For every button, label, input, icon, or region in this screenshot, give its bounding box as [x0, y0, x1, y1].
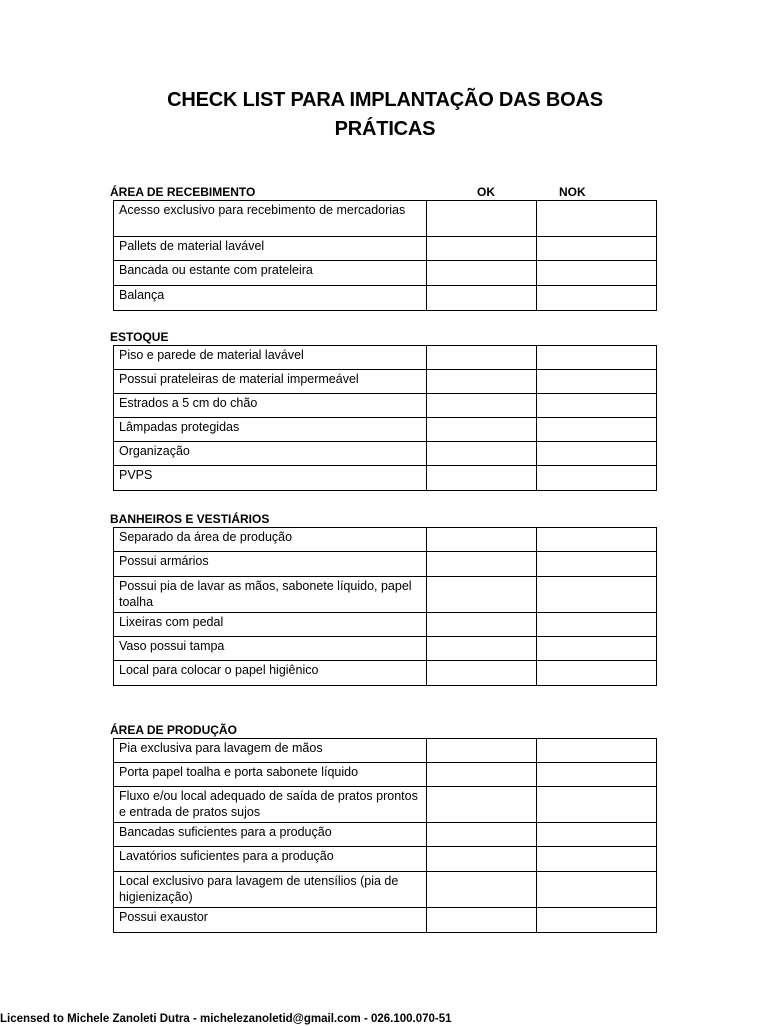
ok-checkbox-cell[interactable]	[427, 613, 537, 637]
nok-checkbox-cell[interactable]	[537, 286, 657, 311]
ok-checkbox-cell[interactable]	[427, 261, 537, 286]
checklist-item-label: Balança	[114, 286, 427, 311]
nok-checkbox-cell[interactable]	[537, 528, 657, 552]
table-row	[114, 552, 657, 577]
checklist-item-label: Pallets de material lavável	[114, 237, 427, 261]
nok-checkbox-cell[interactable]	[537, 872, 657, 908]
ok-checkbox-cell[interactable]	[427, 661, 537, 686]
table-row	[114, 442, 657, 466]
table-row	[114, 394, 657, 418]
section-title: ESTOQUE	[110, 330, 169, 344]
nok-checkbox-cell[interactable]	[537, 370, 657, 394]
section-title: ÁREA DE PRODUÇÃO	[110, 723, 237, 737]
nok-checkbox-cell[interactable]	[537, 787, 657, 823]
ok-checkbox-cell[interactable]	[427, 237, 537, 261]
checklist-item-label: Lâmpadas protegidas	[114, 418, 427, 442]
table-row	[114, 346, 657, 370]
ok-checkbox-cell[interactable]	[427, 847, 537, 872]
table-row	[114, 908, 657, 933]
checklist-item-label: Local exclusivo para lavagem de utensílios (pia de higienização)	[114, 872, 427, 908]
checklist-table	[113, 527, 657, 686]
table-row	[114, 872, 657, 908]
table-row	[114, 237, 657, 261]
ok-checkbox-cell[interactable]	[427, 908, 537, 933]
ok-checkbox-cell[interactable]	[427, 466, 537, 491]
nok-checkbox-cell[interactable]	[537, 847, 657, 872]
checklist-item-label: Separado da área de produção	[114, 528, 427, 552]
ok-checkbox-cell[interactable]	[427, 394, 537, 418]
section-area-de-recebimento	[110, 184, 658, 311]
nok-checkbox-cell[interactable]	[537, 237, 657, 261]
page-title: CHECK LIST PARA IMPLANTAÇÃO DAS BOAS PRÁTICAS	[167, 89, 603, 140]
table-row	[114, 201, 657, 237]
table-row	[114, 637, 657, 661]
ok-checkbox-cell[interactable]	[427, 552, 537, 577]
nok-checkbox-cell[interactable]	[537, 261, 657, 286]
checklist-table	[113, 345, 657, 491]
checklist-item-label: Possui pia de lavar as mãos, sabonete líquido, papel toalha	[114, 577, 427, 613]
ok-checkbox-cell[interactable]	[427, 528, 537, 552]
nok-column-header: NOK	[559, 185, 586, 199]
nok-checkbox-cell[interactable]	[537, 466, 657, 491]
ok-checkbox-cell[interactable]	[427, 872, 537, 908]
ok-column-header: OK	[477, 185, 495, 199]
table-row	[114, 466, 657, 491]
checklist-item-label: Possui exaustor	[114, 908, 427, 933]
checklist-item-label: Pia exclusiva para lavagem de mãos	[114, 739, 427, 763]
table-row	[114, 763, 657, 787]
ok-checkbox-cell[interactable]	[427, 418, 537, 442]
nok-checkbox-cell[interactable]	[537, 637, 657, 661]
nok-checkbox-cell[interactable]	[537, 552, 657, 577]
ok-checkbox-cell[interactable]	[427, 763, 537, 787]
ok-checkbox-cell[interactable]	[427, 442, 537, 466]
checklist-item-label: Possui armários	[114, 552, 427, 577]
section-banheiros-e-vestiarios	[110, 511, 658, 686]
checklist-item-label: Porta papel toalha e porta sabonete líquido	[114, 763, 427, 787]
section-header	[110, 511, 658, 527]
table-row	[114, 847, 657, 872]
table-row	[114, 613, 657, 637]
table-row	[114, 370, 657, 394]
nok-checkbox-cell[interactable]	[537, 346, 657, 370]
checklist-item-label: Organização	[114, 442, 427, 466]
nok-checkbox-cell[interactable]	[537, 577, 657, 613]
checklist-item-label: Bancada ou estante com prateleira	[114, 261, 427, 286]
table-row	[114, 261, 657, 286]
checklist-item-label: Vaso possui tampa	[114, 637, 427, 661]
nok-checkbox-cell[interactable]	[537, 823, 657, 847]
checklist-item-label: Estrados a 5 cm do chão	[114, 394, 427, 418]
checklist-item-label: Acesso exclusivo para recebimento de mercadorias	[114, 201, 427, 237]
nok-checkbox-cell[interactable]	[537, 394, 657, 418]
ok-checkbox-cell[interactable]	[427, 346, 537, 370]
table-row	[114, 418, 657, 442]
checklist-item-label: Piso e parede de material lavável	[114, 346, 427, 370]
checklist-item-label: PVPS	[114, 466, 427, 491]
checklist-item-label: Fluxo e/ou local adequado de saída de pratos prontos e entrada de pratos sujos	[114, 787, 427, 823]
checklist-table	[113, 738, 657, 933]
checklist-table	[113, 200, 657, 311]
nok-checkbox-cell[interactable]	[537, 201, 657, 237]
section-estoque	[110, 329, 658, 491]
ok-checkbox-cell[interactable]	[427, 787, 537, 823]
section-header	[110, 329, 658, 345]
ok-checkbox-cell[interactable]	[427, 637, 537, 661]
checklist-item-label: Local para colocar o papel higiênico	[114, 661, 427, 686]
table-row	[114, 661, 657, 686]
checklist-item-label: Possui prateleiras de material impermeável	[114, 370, 427, 394]
table-row	[114, 528, 657, 552]
checklist-item-label: Lavatórios suficientes para a produção	[114, 847, 427, 872]
ok-checkbox-cell[interactable]	[427, 286, 537, 311]
section-header	[110, 722, 658, 738]
nok-checkbox-cell[interactable]	[537, 763, 657, 787]
section-title: BANHEIROS E VESTIÁRIOS	[110, 512, 270, 526]
checklist-item-label: Bancadas suficientes para a produção	[114, 823, 427, 847]
ok-checkbox-cell[interactable]	[427, 370, 537, 394]
table-row	[114, 286, 657, 311]
nok-checkbox-cell[interactable]	[537, 418, 657, 442]
table-row	[114, 739, 657, 763]
section-header	[110, 184, 658, 200]
section-title: ÁREA DE RECEBIMENTO	[110, 185, 256, 199]
checklist-item-label: Lixeiras com pedal	[114, 613, 427, 637]
nok-checkbox-cell[interactable]	[537, 661, 657, 686]
nok-checkbox-cell[interactable]	[537, 739, 657, 763]
table-row	[114, 787, 657, 823]
ok-checkbox-cell[interactable]	[427, 823, 537, 847]
ok-checkbox-cell[interactable]	[427, 577, 537, 613]
nok-checkbox-cell[interactable]	[537, 908, 657, 933]
nok-checkbox-cell[interactable]	[537, 442, 657, 466]
ok-checkbox-cell[interactable]	[427, 739, 537, 763]
license-footer: Licensed to Michele Zanoleti Dutra - michelezanoletid@gmail.com - 026.100.070-51	[0, 1013, 452, 1025]
ok-checkbox-cell[interactable]	[427, 201, 537, 237]
table-row	[114, 577, 657, 613]
table-row	[114, 823, 657, 847]
nok-checkbox-cell[interactable]	[537, 613, 657, 637]
section-area-de-producao	[110, 722, 658, 933]
